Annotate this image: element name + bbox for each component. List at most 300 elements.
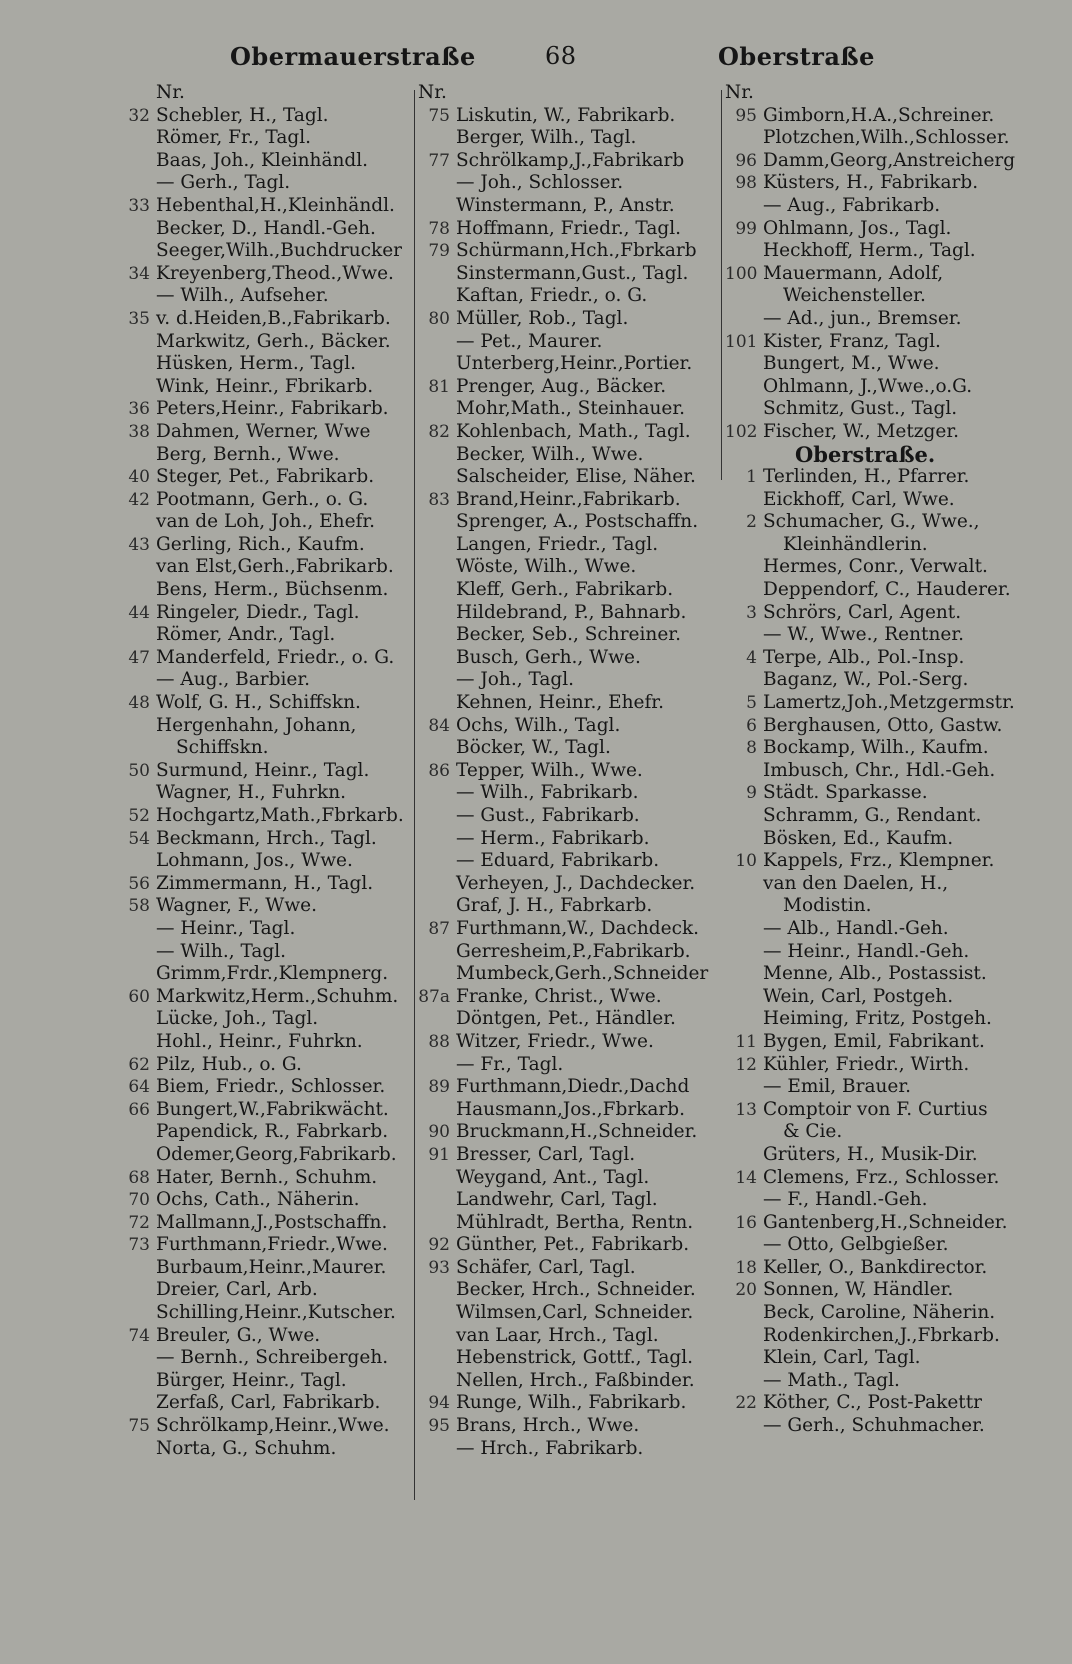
resident-text: Keller, O., Bankdirector. xyxy=(763,1256,988,1278)
directory-entry xyxy=(118,466,413,489)
resident-text: Deppendorf, C., Hauderer. xyxy=(763,579,1011,601)
house-number: 54 xyxy=(128,828,150,849)
house-number: 20 xyxy=(735,1280,757,1301)
resident-text: Berghausen, Otto, Gastw. xyxy=(763,714,1003,736)
resident-text: Bygen, Emil, Fabrikant. xyxy=(763,1030,985,1052)
resident-text: Kaftan, Friedr., o. G. xyxy=(456,285,648,307)
resident-text: Terlinden, H., Pfarrer. xyxy=(763,466,970,488)
resident-text: — Gerh., Schuhmacher. xyxy=(763,1415,985,1437)
resident-text: — Joh., Tagl. xyxy=(456,669,575,691)
resident-text: Oberstraße. xyxy=(795,443,936,467)
resident-text: Manderfeld, Friedr., o. G. xyxy=(156,646,395,668)
house-number: 87 xyxy=(428,918,450,939)
directory-entry xyxy=(725,308,1025,331)
resident-text: Furthmann,Friedr.,Wwe. xyxy=(156,1234,388,1256)
directory-entry xyxy=(725,150,1025,173)
directory-entry xyxy=(118,240,413,263)
resident-text: Fischer, W., Metzger. xyxy=(763,420,960,442)
resident-text: Imbusch, Chr., Hdl.-Geh. xyxy=(763,759,996,781)
resident-text: Ohlmann, Jos., Tagl. xyxy=(763,217,952,239)
resident-text: Pootmann, Gerh., o. G. xyxy=(156,488,369,510)
house-number: 40 xyxy=(128,467,150,488)
house-number: 8 xyxy=(746,738,757,759)
directory-entry xyxy=(418,1099,718,1122)
resident-text: Bruckmann,H.,Schneider. xyxy=(456,1121,698,1143)
resident-text: Berg, Bernh., Wwe. xyxy=(156,443,340,465)
directory-entry xyxy=(118,1054,413,1077)
directory-entry xyxy=(418,556,718,579)
directory-entry xyxy=(418,172,718,195)
directory-entry xyxy=(725,376,1025,399)
resident-text: — W., Wwe., Rentner. xyxy=(763,624,965,646)
directory-entry xyxy=(725,218,1025,241)
directory-entry xyxy=(725,1279,1025,1302)
resident-text: Markwitz, Gerh., Bäcker. xyxy=(156,330,391,352)
resident-text: Schmitz, Gust., Tagl. xyxy=(763,398,958,420)
column-divider-1 xyxy=(414,90,415,1500)
resident-text: Kehnen, Heinr., Ehefr. xyxy=(456,692,664,714)
directory-entry xyxy=(418,737,718,760)
resident-text: — Math., Tagl. xyxy=(763,1369,900,1391)
directory-entry xyxy=(418,963,718,986)
resident-text: Schumacher, G., Wwe., xyxy=(763,511,980,533)
directory-entry xyxy=(118,105,413,128)
directory-entry xyxy=(418,127,718,150)
resident-text: Bungert, M., Wwe. xyxy=(763,353,940,375)
directory-entry xyxy=(118,1279,413,1302)
directory-entry xyxy=(725,602,1025,625)
resident-text: Böcker, W., Tagl. xyxy=(456,737,611,759)
house-number: 77 xyxy=(428,150,450,171)
resident-text: Terpe, Alb., Pol.-Insp. xyxy=(763,646,965,668)
house-number: 60 xyxy=(128,986,150,1007)
directory-entry xyxy=(725,1054,1025,1077)
directory-entry xyxy=(418,263,718,286)
directory-entry xyxy=(725,353,1025,376)
resident-text: Schramm, G., Rendant. xyxy=(763,805,982,826)
house-number: 38 xyxy=(128,421,150,442)
house-number: 11 xyxy=(735,1031,757,1052)
house-number: 10 xyxy=(735,851,757,872)
directory-entry xyxy=(725,647,1025,670)
resident-text: Burbaum,Heinr.,Maurer. xyxy=(156,1256,387,1278)
directory-entry xyxy=(725,1144,1025,1167)
resident-text: Kleff, Gerh., Fabrikarb. xyxy=(456,579,674,601)
directory-entry xyxy=(418,602,718,625)
resident-text: Lohmann, Jos., Wwe. xyxy=(156,850,353,872)
resident-text: Städt. Sparkasse. xyxy=(763,782,928,804)
resident-text: Lamertz,Joh.,Metzgermstr. xyxy=(763,692,1015,714)
resident-text: Schebler, H., Tagl. xyxy=(156,104,329,126)
directory-entry xyxy=(418,1234,718,1257)
directory-entry xyxy=(118,1234,413,1257)
house-number: 95 xyxy=(735,105,757,126)
directory-entry xyxy=(418,1347,718,1370)
directory-entry xyxy=(118,285,413,308)
resident-text: Kohlenbach, Math., Tagl. xyxy=(456,420,691,442)
house-number: 89 xyxy=(428,1077,450,1098)
left-street-heading: Obermauerstraße xyxy=(230,42,476,71)
directory-entry xyxy=(118,195,413,218)
resident-text: Hater, Bernh., Schuhm. xyxy=(156,1166,378,1188)
resident-text: Mumbeck,Gerh.,Schneider xyxy=(456,963,709,985)
resident-text: Ochs, Wilh., Tagl. xyxy=(456,714,621,736)
resident-text: Ochs, Cath., Näherin. xyxy=(156,1189,360,1211)
directory-entry xyxy=(118,692,413,715)
resident-text: Dreier, Carl, Arb. xyxy=(156,1279,318,1301)
directory-entry xyxy=(118,828,413,851)
resident-text: Liskutin, W., Fabrikarb. xyxy=(456,104,676,126)
directory-entry xyxy=(118,715,413,738)
directory-entry xyxy=(418,444,718,467)
directory-entry xyxy=(418,1008,718,1031)
resident-text: Comptoir von F. Curtius xyxy=(763,1098,988,1120)
resident-text: Günther, Pet., Fabrikarb. xyxy=(456,1234,690,1256)
house-number: 73 xyxy=(128,1235,150,1256)
directory-entry xyxy=(118,1257,413,1280)
house-number: 64 xyxy=(128,1077,150,1098)
resident-text: Wagner, H., Fuhrkn. xyxy=(156,782,347,804)
resident-text: Menne, Alb., Postassist. xyxy=(763,963,987,985)
directory-entry xyxy=(118,760,413,783)
directory-entry xyxy=(725,963,1025,986)
directory-entry xyxy=(118,331,413,354)
directory-entry xyxy=(118,963,413,986)
resident-text: Becker, Hrch., Schneider. xyxy=(456,1279,696,1301)
resident-text: Brans, Hrch., Wwe. xyxy=(456,1415,640,1437)
house-number: 68 xyxy=(128,1167,150,1188)
directory-entry xyxy=(725,398,1025,421)
directory-entry xyxy=(725,1257,1025,1280)
resident-text: Hergenhahn, Johann, xyxy=(156,714,357,736)
directory-entry xyxy=(725,1076,1025,1099)
directory-entry xyxy=(418,534,718,557)
resident-text: — Aug., Fabrikarb. xyxy=(763,194,941,216)
directory-entry xyxy=(118,782,413,805)
resident-text: — Aug., Barbier. xyxy=(156,669,311,691)
directory-entry xyxy=(418,1325,718,1348)
resident-text: Markwitz,Herm.,Schuhm. xyxy=(156,985,399,1007)
house-number: 34 xyxy=(128,263,150,284)
directory-entry xyxy=(725,669,1025,692)
resident-text: Landwehr, Carl, Tagl. xyxy=(456,1189,658,1211)
directory-entry xyxy=(418,1031,718,1054)
resident-text: v. d.Heiden,B.,Fabrikarb. xyxy=(156,307,391,329)
directory-entry xyxy=(418,466,718,489)
directory-entry xyxy=(118,489,413,512)
directory-entry xyxy=(725,873,1025,896)
directory-column-2 xyxy=(418,82,718,1460)
directory-entry xyxy=(118,172,413,195)
house-number: 83 xyxy=(428,489,450,510)
house-number: 78 xyxy=(428,218,450,239)
house-number: 88 xyxy=(428,1031,450,1052)
house-number: 48 xyxy=(128,693,150,714)
directory-entry xyxy=(725,895,1025,918)
resident-text: Breuler, G., Wwe. xyxy=(156,1324,321,1346)
house-number: 81 xyxy=(428,376,450,397)
house-number: 44 xyxy=(128,602,150,623)
house-number: 99 xyxy=(735,218,757,239)
house-number: 35 xyxy=(128,308,150,329)
resident-text: Hochgartz,Math.,Fbrkarb. xyxy=(156,805,404,826)
resident-text: Schrölkamp,Heinr.,Wwe. xyxy=(156,1415,390,1437)
directory-entry xyxy=(725,1347,1025,1370)
resident-text: Peters,Heinr., Fabrikarb. xyxy=(156,398,389,420)
directory-entry xyxy=(118,534,413,557)
directory-entry xyxy=(418,150,718,173)
resident-text: Weygand, Ant., Tagl. xyxy=(456,1166,650,1188)
directory-entry xyxy=(118,1347,413,1370)
directory-entry xyxy=(418,986,718,1009)
resident-text: Mohr,Math., Steinhauer. xyxy=(456,398,686,420)
directory-entry xyxy=(418,1054,718,1077)
house-number: 94 xyxy=(428,1393,450,1414)
resident-text: Gerresheim,P.,Fabrikarb. xyxy=(456,940,691,962)
directory-entry xyxy=(725,331,1025,354)
resident-text: & Cie. xyxy=(783,1121,843,1143)
directory-entry xyxy=(418,105,718,128)
directory-entry xyxy=(725,240,1025,263)
house-number: 74 xyxy=(128,1325,150,1346)
resident-text: Eickhoff, Carl, Wwe. xyxy=(763,488,955,510)
resident-text: Graf, J. H., Fabrkarb. xyxy=(456,895,653,917)
directory-entry xyxy=(118,1144,413,1167)
resident-text: Wein, Carl, Postgeh. xyxy=(763,985,954,1007)
directory-entry xyxy=(725,624,1025,647)
directory-entry xyxy=(418,895,718,918)
directory-entry xyxy=(725,1031,1025,1054)
directory-entry xyxy=(725,1392,1025,1415)
resident-text: Kreyenberg,Theod.,Wwe. xyxy=(156,262,394,284)
house-number: 1 xyxy=(746,467,757,488)
resident-text: — Pet., Maurer. xyxy=(456,330,603,352)
resident-text: Heckhoff, Herm., Tagl. xyxy=(763,240,976,262)
resident-text: Witzer, Friedr., Wwe. xyxy=(456,1030,654,1052)
resident-text: Grüters, H., Musik-Dir. xyxy=(763,1143,978,1165)
resident-text: Beckmann, Hrch., Tagl. xyxy=(156,827,377,849)
directory-entry xyxy=(725,195,1025,218)
directory-entry xyxy=(418,918,718,941)
house-number: 79 xyxy=(428,241,450,262)
resident-text: van Laar, Hrch., Tagl. xyxy=(456,1324,659,1346)
resident-text: Zimmermann, H., Tagl. xyxy=(156,872,374,894)
resident-text: Bungert,W.,Fabrikwächt. xyxy=(156,1098,389,1120)
resident-text: Mallmann,J.,Postschaffn. xyxy=(156,1211,388,1233)
resident-text: Nr. xyxy=(725,82,754,103)
directory-entry xyxy=(118,398,413,421)
directory-entry xyxy=(118,669,413,692)
directory-entry xyxy=(118,1302,413,1325)
resident-text: — Alb., Handl.-Geh. xyxy=(763,917,949,939)
resident-text: Bens, Herm., Büchsenm. xyxy=(156,579,389,601)
directory-entry xyxy=(118,1370,413,1393)
resident-text: Beck, Caroline, Näherin. xyxy=(763,1302,996,1324)
directory-entry xyxy=(118,805,413,828)
resident-text: — Gerh., Tagl. xyxy=(156,172,291,194)
directory-entry xyxy=(418,285,718,308)
directory-entry xyxy=(118,850,413,873)
directory-entry xyxy=(725,1325,1025,1348)
directory-entry xyxy=(418,579,718,602)
resident-text: Baas, Joh., Kleinhändl. xyxy=(156,149,369,171)
directory-entry xyxy=(418,240,718,263)
directory-entry xyxy=(418,353,718,376)
directory-entry xyxy=(118,127,413,150)
directory-entry xyxy=(418,376,718,399)
directory-entry xyxy=(725,1121,1025,1144)
directory-entry xyxy=(725,850,1025,873)
house-number: 3 xyxy=(746,602,757,623)
resident-text: Müller, Rob., Tagl. xyxy=(456,307,629,329)
directory-entry xyxy=(418,1189,718,1212)
resident-text: Sonnen, W, Händler. xyxy=(763,1279,954,1301)
resident-text: Bösken, Ed., Kaufm. xyxy=(763,827,954,849)
resident-text: Nr. xyxy=(156,82,185,103)
resident-text: Hausmann,Jos.,Fbrkarb. xyxy=(456,1098,685,1120)
resident-text: — Otto, Gelbgießer. xyxy=(763,1234,949,1256)
directory-entry xyxy=(118,986,413,1009)
resident-text: Bockamp, Wilh., Kaufm. xyxy=(763,737,989,759)
directory-entry xyxy=(118,444,413,467)
directory-entry xyxy=(418,1415,718,1438)
directory-entry xyxy=(418,1167,718,1190)
resident-text: Kühler, Friedr., Wirth. xyxy=(763,1053,970,1075)
resident-text: Sinstermann,Gust., Tagl. xyxy=(456,262,689,284)
house-number: 90 xyxy=(428,1122,450,1143)
directory-entry xyxy=(118,1121,413,1144)
directory-entry xyxy=(118,511,413,534)
house-number: 98 xyxy=(735,173,757,194)
directory-entry xyxy=(725,805,1025,828)
resident-text: — Gust., Fabrikarb. xyxy=(456,805,640,826)
house-number: 22 xyxy=(735,1393,757,1414)
directory-entry xyxy=(725,466,1025,489)
resident-text: van de Loh, Joh., Ehefr. xyxy=(156,511,376,533)
resident-text: Gantenberg,H.,Schneider. xyxy=(763,1211,1008,1233)
resident-text: Hoffmann, Friedr., Tagl. xyxy=(456,217,681,239)
resident-text: Wolf, G. H., Schiffskn. xyxy=(156,692,361,714)
house-number: 6 xyxy=(746,715,757,736)
directory-entry xyxy=(418,1144,718,1167)
resident-text: Salscheider, Elise, Näher. xyxy=(456,466,696,488)
directory-entry xyxy=(725,1370,1025,1393)
resident-text: — Heinr., Handl.-Geh. xyxy=(763,940,970,962)
resident-text: Hebenthal,H.,Kleinhändl. xyxy=(156,194,395,216)
resident-text: Damm,Georg,Anstreicherg xyxy=(763,149,1016,171)
directory-entry xyxy=(418,218,718,241)
directory-entry xyxy=(118,1099,413,1122)
resident-text: Biem, Friedr., Schlosser. xyxy=(156,1076,386,1098)
resident-text: Dahmen, Werner, Wwe xyxy=(156,420,371,442)
resident-text: — Herm., Fabrikarb. xyxy=(456,827,650,849)
resident-text: Wagner, F., Wwe. xyxy=(156,895,317,917)
directory-entry xyxy=(118,1076,413,1099)
resident-text: Küsters, H., Fabrikarb. xyxy=(763,172,979,194)
resident-text: Pilz, Hub., o. G. xyxy=(156,1053,302,1075)
directory-entry xyxy=(118,895,413,918)
resident-text: Heiming, Fritz, Postgeh. xyxy=(763,1008,992,1030)
directory-entry xyxy=(725,127,1025,150)
resident-text: Busch, Gerh., Wwe. xyxy=(456,646,641,668)
directory-entry xyxy=(418,669,718,692)
resident-text: Hüsken, Herm., Tagl. xyxy=(156,353,357,375)
resident-text: Becker, Wilh., Wwe. xyxy=(456,443,644,465)
directory-entry xyxy=(725,941,1025,964)
directory-entry xyxy=(725,421,1025,444)
right-street-heading: Oberstraße xyxy=(718,42,875,71)
resident-text: Gimborn,H.A.,Schreiner. xyxy=(763,104,995,126)
house-number: 14 xyxy=(735,1167,757,1188)
resident-text: van Elst,Gerh.,Fabrikarb. xyxy=(156,556,394,578)
resident-text: Schiffskn. xyxy=(176,737,269,759)
resident-text: Wöste, Wilh., Wwe. xyxy=(456,556,637,578)
directory-entry xyxy=(418,1392,718,1415)
directory-entry xyxy=(418,760,718,783)
resident-text: Römer, Fr., Tagl. xyxy=(156,127,311,149)
resident-text: Kleinhändlerin. xyxy=(783,533,928,555)
resident-text: — Wilh., Tagl. xyxy=(156,940,287,962)
house-number: 87a xyxy=(418,986,450,1007)
directory-entry xyxy=(418,1212,718,1235)
resident-text: Becker, D., Handl.-Geh. xyxy=(156,217,376,239)
directory-entry xyxy=(418,647,718,670)
directory-entry xyxy=(418,195,718,218)
directory-entry xyxy=(418,511,718,534)
directory-entry xyxy=(118,1008,413,1031)
directory-entry xyxy=(418,489,718,512)
directory-entry xyxy=(418,873,718,896)
directory-entry xyxy=(118,1167,413,1190)
resident-text: Schrörs, Carl, Agent. xyxy=(763,601,962,623)
directory-entry xyxy=(725,692,1025,715)
house-number: 70 xyxy=(128,1190,150,1211)
page-header xyxy=(0,36,1072,76)
directory-entry xyxy=(418,1121,718,1144)
directory-entry xyxy=(118,737,413,760)
house-number: 95 xyxy=(428,1416,450,1437)
house-number: 100 xyxy=(725,263,758,284)
directory-entry xyxy=(118,1212,413,1235)
house-number: 36 xyxy=(128,399,150,420)
resident-text: Langen, Friedr., Tagl. xyxy=(456,533,659,555)
directory-entry xyxy=(725,828,1025,851)
directory-entry xyxy=(118,624,413,647)
resident-text: — Hrch., Fabrikarb. xyxy=(456,1437,644,1459)
house-number: 58 xyxy=(128,896,150,917)
resident-text: — Heinr., Tagl. xyxy=(156,917,296,939)
directory-column-3 xyxy=(725,82,1025,1438)
resident-text: Verheyen, J., Dachdecker. xyxy=(456,872,696,894)
directory-entry xyxy=(118,873,413,896)
house-number: 47 xyxy=(128,647,150,668)
resident-text: Kister, Franz, Tagl. xyxy=(763,330,941,352)
resident-text: Norta, G., Schuhm. xyxy=(156,1437,337,1459)
resident-text: Nellen, Hrch., Faßbinder. xyxy=(456,1369,695,1391)
resident-text: Hildebrand, P., Bahnarb. xyxy=(456,601,687,623)
page-number: 68 xyxy=(545,42,577,70)
house-number: 13 xyxy=(735,1099,757,1120)
directory-entry xyxy=(725,1099,1025,1122)
resident-text: Lücke, Joh., Tagl. xyxy=(156,1008,319,1030)
resident-text: — Fr., Tagl. xyxy=(456,1053,564,1075)
resident-text: — Emil, Brauer. xyxy=(763,1076,912,1098)
house-number: 43 xyxy=(128,534,150,555)
house-number: 9 xyxy=(746,783,757,804)
resident-text: — Wilh., Aufseher. xyxy=(156,285,329,307)
directory-entry xyxy=(418,82,718,105)
resident-text: Hohl., Heinr., Fuhrkn. xyxy=(156,1030,363,1052)
